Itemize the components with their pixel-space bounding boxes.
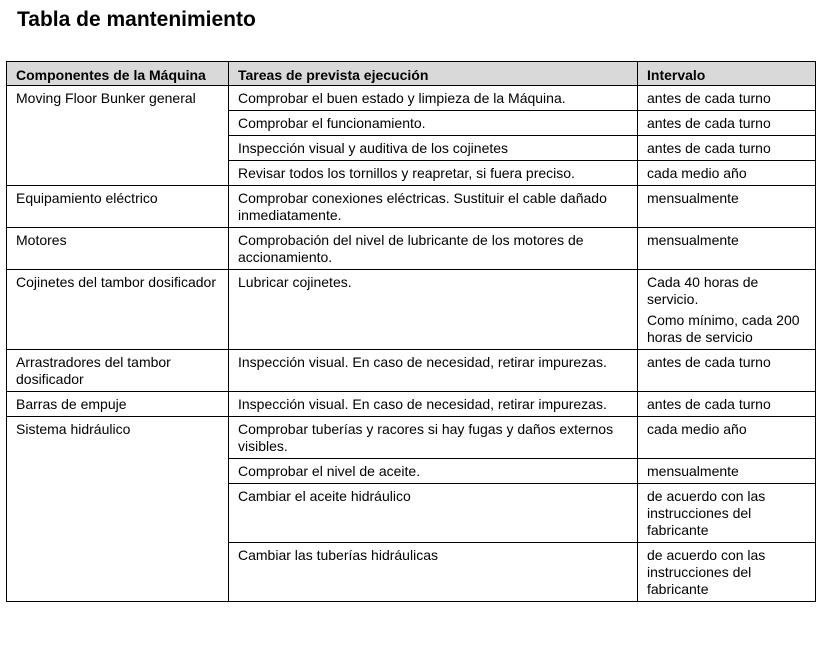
table-body — [7, 86, 816, 602]
interval-text: cada medio año — [647, 165, 747, 181]
component-cell: Moving Floor Bunker general — [7, 86, 229, 186]
task-cell: Inspección visual. En caso de necesidad, retirar impurezas. — [229, 392, 638, 417]
task-cell: Comprobar conexiones eléctricas. Sustituir el cable dañado inmediatamente. — [229, 186, 638, 228]
header-interval: Intervalo — [638, 62, 816, 86]
interval-text: mensualmente — [647, 232, 739, 248]
task-cell: Comprobación del nivel de lubricante de los motores de accionamiento. — [229, 228, 638, 270]
component-cell: Sistema hidráulico — [7, 417, 229, 602]
interval-text: antes de cada turno — [647, 396, 771, 412]
component-cell: Motores — [7, 228, 229, 270]
interval-cell — [638, 270, 816, 350]
table-row — [7, 186, 816, 228]
table-row — [7, 270, 816, 350]
task-cell: Comprobar tuberías y racores si hay fugas y daños externos visibles. — [229, 417, 638, 459]
table-row — [7, 417, 816, 459]
task-cell: Comprobar el nivel de aceite. — [229, 459, 638, 484]
task-cell: Inspección visual y auditiva de los cojinetes — [229, 136, 638, 161]
task-cell: Cambiar el aceite hidráulico — [229, 484, 638, 543]
interval-cell — [638, 136, 816, 161]
interval-cell — [638, 392, 816, 417]
component-cell: Barras de empuje — [7, 392, 229, 417]
interval-cell — [638, 484, 816, 543]
interval-text: mensualmente — [647, 463, 739, 479]
interval-text: de acuerdo con las instrucciones del fabricante — [647, 547, 766, 597]
table-row — [7, 350, 816, 392]
interval-cell — [638, 543, 816, 602]
interval-text: antes de cada turno — [647, 90, 771, 106]
interval-text: de acuerdo con las instrucciones del fabricante — [647, 488, 766, 538]
table-row — [7, 392, 816, 417]
task-cell: Cambiar las tuberías hidráulicas — [229, 543, 638, 602]
interval-text: Cada 40 horas de servicio. — [647, 274, 759, 307]
component-cell: Equipamiento eléctrico — [7, 186, 229, 228]
task-cell: Lubricar cojinetes. — [229, 270, 638, 350]
task-cell: Comprobar el buen estado y limpieza de la Máquina. — [229, 86, 638, 111]
interval-cell — [638, 228, 816, 270]
interval-cell — [638, 111, 816, 136]
task-cell: Revisar todos los tornillos y reapretar, si fuera preciso. — [229, 161, 638, 186]
task-cell: Inspección visual. En caso de necesidad, retirar impurezas. — [229, 350, 638, 392]
table-header-row — [7, 62, 816, 86]
table-row — [7, 228, 816, 270]
table-row — [7, 86, 816, 111]
interval-text: cada medio año — [647, 421, 747, 437]
interval-cell — [638, 417, 816, 459]
page-title: Tabla de mantenimiento — [17, 8, 256, 31]
component-cell: Cojinetes del tambor dosificador — [7, 270, 229, 350]
interval-text: antes de cada turno — [647, 115, 771, 131]
interval-cell — [638, 86, 816, 111]
task-cell: Comprobar el funcionamiento. — [229, 111, 638, 136]
interval-cell — [638, 459, 816, 484]
interval-text: antes de cada turno — [647, 354, 771, 370]
header-tasks: Tareas de prevista ejecución — [229, 62, 638, 86]
interval-text: mensualmente — [647, 190, 739, 206]
header-component: Componentes de la Máquina — [7, 62, 229, 86]
maintenance-table — [6, 61, 816, 602]
interval-cell — [638, 186, 816, 228]
interval-text: Como mínimo, cada 200 horas de servicio — [647, 312, 800, 345]
interval-text: antes de cada turno — [647, 140, 771, 156]
interval-cell — [638, 161, 816, 186]
interval-cell — [638, 350, 816, 392]
component-cell: Arrastradores del tambor dosificador — [7, 350, 229, 392]
